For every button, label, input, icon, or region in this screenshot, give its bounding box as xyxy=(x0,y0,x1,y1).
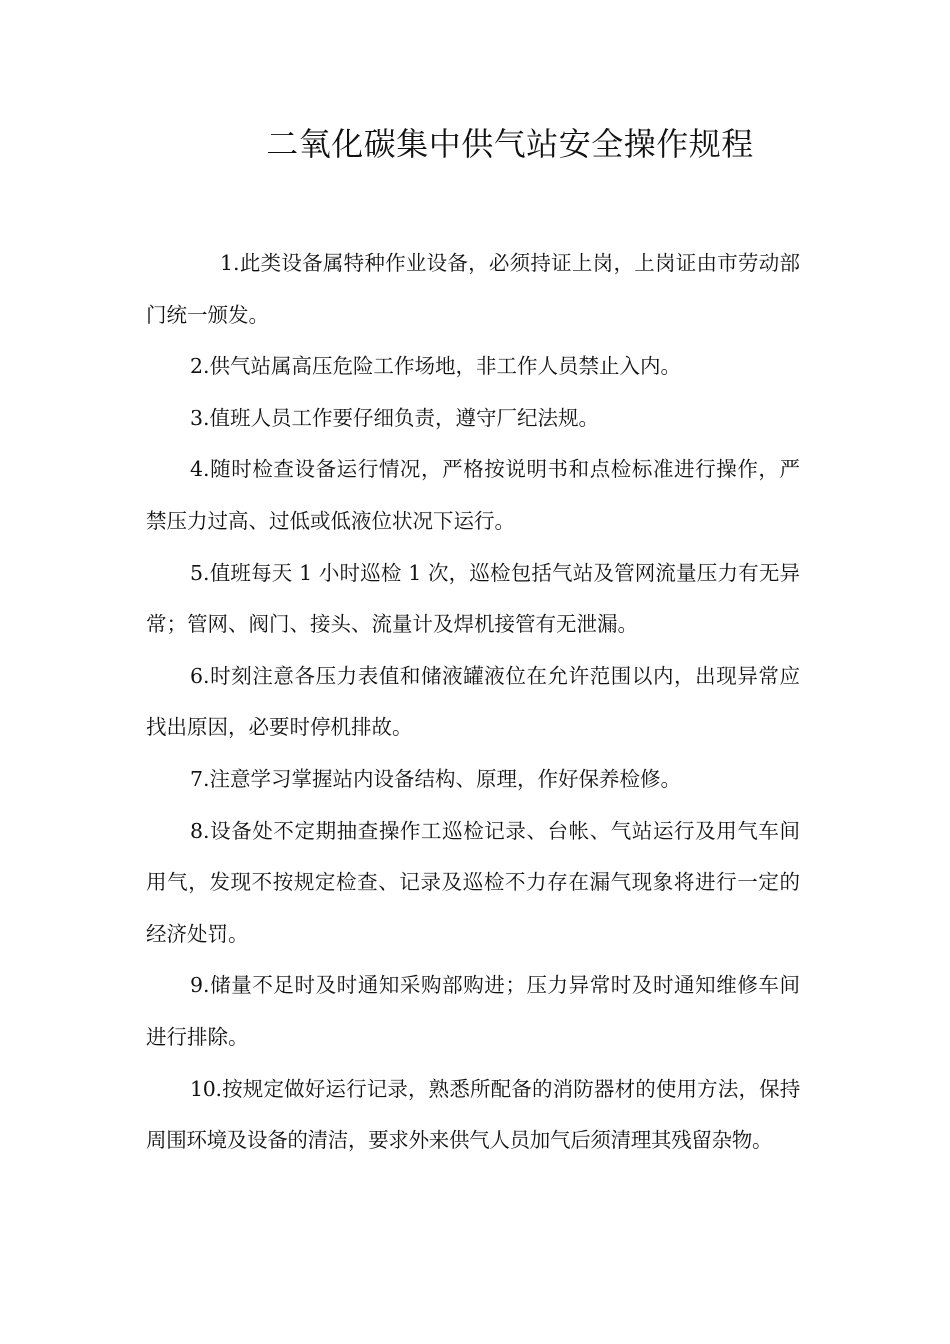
rule-paragraph-7: 7.注意学习掌握站内设备结构、原理，作好保养检修。 xyxy=(190,766,682,791)
rule-paragraph-8: 8.设备处不定期抽查操作工巡检记录、台帐、气站运行及用气车间用气，发现不按规定检查、记录及巡检不力存在漏气现象将进行一定的经济处罚。 xyxy=(146,818,800,946)
rule-paragraph-2: 2.供气站属高压危险工作场地，非工作人员禁止入内。 xyxy=(190,354,682,379)
document-title: 二氧化碳集中供气站安全操作规程 xyxy=(266,125,754,163)
rule-paragraph-3: 3.值班人员工作要仔细负责，遵守厂纪法规。 xyxy=(190,405,600,430)
rule-paragraph-9: 9.储量不足时及时通知采购部购进；压力异常时及时通知维修车间进行排除。 xyxy=(146,973,800,1049)
rule-paragraph-10: 10.按规定做好运行记录，熟悉所配备的消防器材的使用方法，保持周围环境及设备的清洁，要求外来供气人员加气后须清理其残留杂物。 xyxy=(146,1076,800,1153)
rule-paragraph-6: 6.时刻注意各压力表值和储液罐液位在允许范围以内，出现异常应找出原因，必要时停机排故。 xyxy=(146,663,800,740)
document-body xyxy=(146,238,800,1167)
rule-paragraph-4: 4.随时检查设备运行情况，严格按说明书和点检标准进行操作，严禁压力过高、过低或低液位状况下运行。 xyxy=(146,457,800,533)
rule-paragraph-1: 1.此类设备属特种作业设备，必须持证上岗，上岗证由市劳动部门统一颁发。 xyxy=(146,251,800,327)
rule-paragraph-5: 5.值班每天 1 小时巡检 1 次，巡检包括气站及管网流量压力有无异常；管网、阀门、接头、流量计及焊机接管有无泄漏。 xyxy=(146,560,800,637)
